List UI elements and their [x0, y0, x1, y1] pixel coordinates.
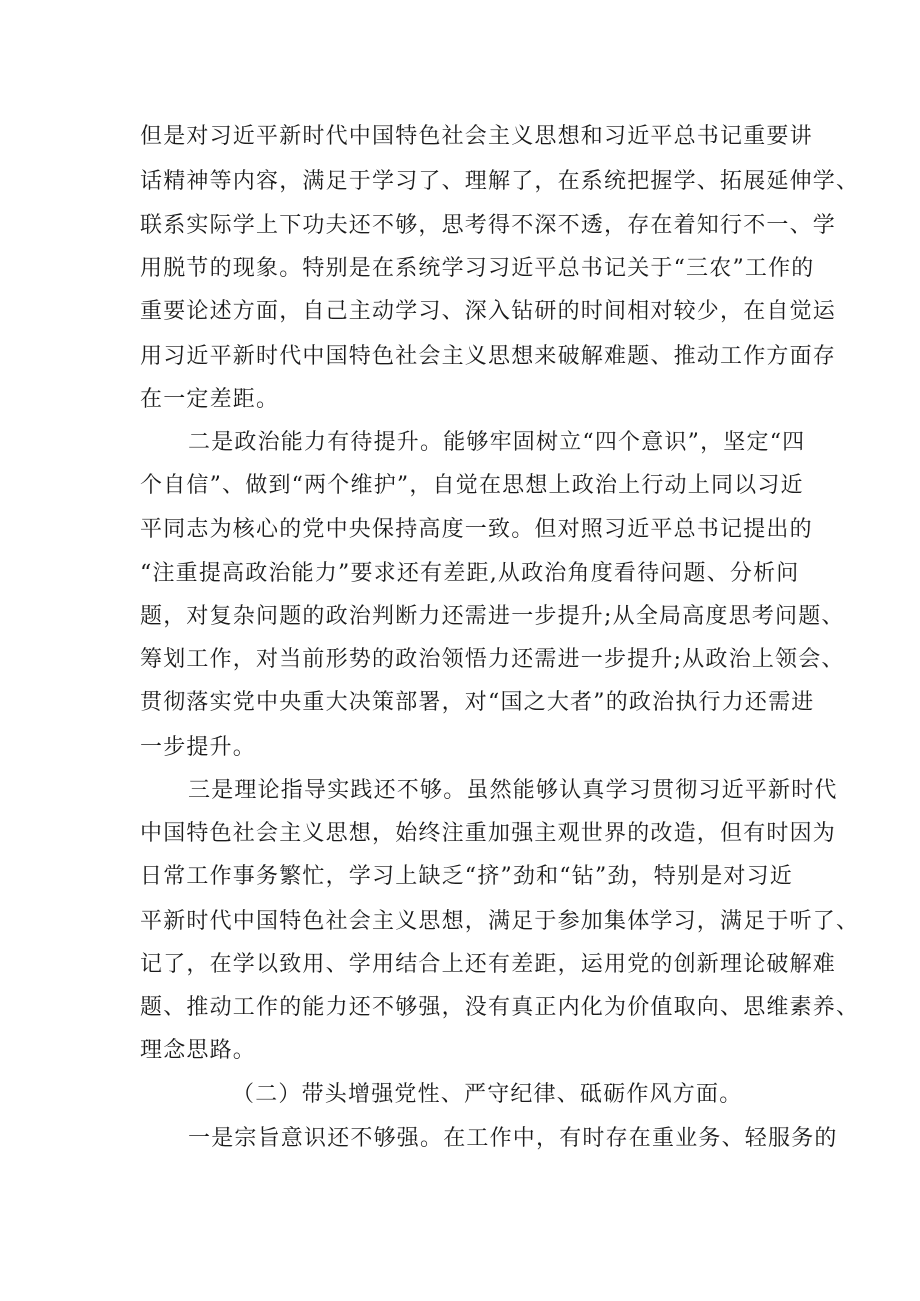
- paragraph-line: 理念思路。: [140, 1038, 257, 1063]
- paragraph-line: 题、推动工作的能力还不够强，没有真正内化为价值取向、思维素养、: [140, 995, 860, 1020]
- paragraph-line: 平同志为核心的党中央保持高度一致。但对照习近平总书记提出的: [140, 517, 813, 542]
- paragraph-line: 重要论述方面，自己主动学习、深入钻研的时间相对较少，在自觉运: [140, 299, 837, 324]
- paragraph-line: 中国特色社会主义思想，始终注重加强主观世界的改造，但有时因为: [140, 821, 837, 846]
- paragraph-line: 贯彻落实党中央重大决策部署，对“国之大者”的政治执行力还需进: [140, 690, 815, 715]
- paragraph-line: 一是宗旨意识还不够强。在工作中，有时存在重业务、轻服务的: [188, 1126, 838, 1151]
- paragraph-line: 题，对复杂问题的政治判断力还需进一步提升;从全局高度思考问题、: [140, 604, 845, 629]
- paragraph-line: 但是对习近平新时代中国特色社会主义思想和习近平总书记重要讲: [140, 124, 813, 149]
- paragraph-line: 三是理论指导实践还不够。虽然能够认真学习贯彻习近平新时代: [188, 778, 838, 803]
- paragraph-line: 用脱节的现象。特别是在系统学习习近平总书记关于“三农”工作的: [140, 256, 815, 281]
- paragraph-line: 联系实际学上下功夫还不够，思考得不深不透，存在着知行不一、学: [140, 213, 837, 238]
- paragraph-line: “注重提高政治能力”要求还有差距,从政治角度看待问题、分析问: [140, 561, 800, 586]
- paragraph-line: 筹划工作，对当前形势的政治领悟力还需进一步提升;从政治上领会、: [140, 647, 845, 672]
- paragraph-line: 平新时代中国特色社会主义思想，满足于参加集体学习，满足于听了、: [140, 909, 860, 934]
- paragraph-line: 话精神等内容，满足于学习了、理解了，在系统把握学、拓展延伸学、: [140, 169, 860, 194]
- paragraph-line: 日常工作事务繁忙，学习上缺乏“挤”劲和“钻”劲，特别是对习近: [140, 864, 793, 889]
- paragraph-line: 个自信”、做到“两个维护”，自觉在思想上政治上行动上同以习近: [140, 473, 804, 498]
- paragraph-line: 一步提升。: [140, 735, 257, 760]
- section-heading: （二）带头增强党性、严守纪律、砥砺作风方面。: [232, 1082, 743, 1107]
- paragraph-line: 二是政治能力有待提升。能够牢固树立“四个意识”，坚定“四: [188, 430, 806, 455]
- paragraph-line: 用习近平新时代中国特色社会主义思想来破解难题、推动工作方面存: [140, 344, 837, 369]
- paragraph-line: 在一定差距。: [140, 387, 280, 412]
- paragraph-line: 记了，在学以致用、学用结合上还有差距，运用党的创新理论破解难: [140, 952, 837, 977]
